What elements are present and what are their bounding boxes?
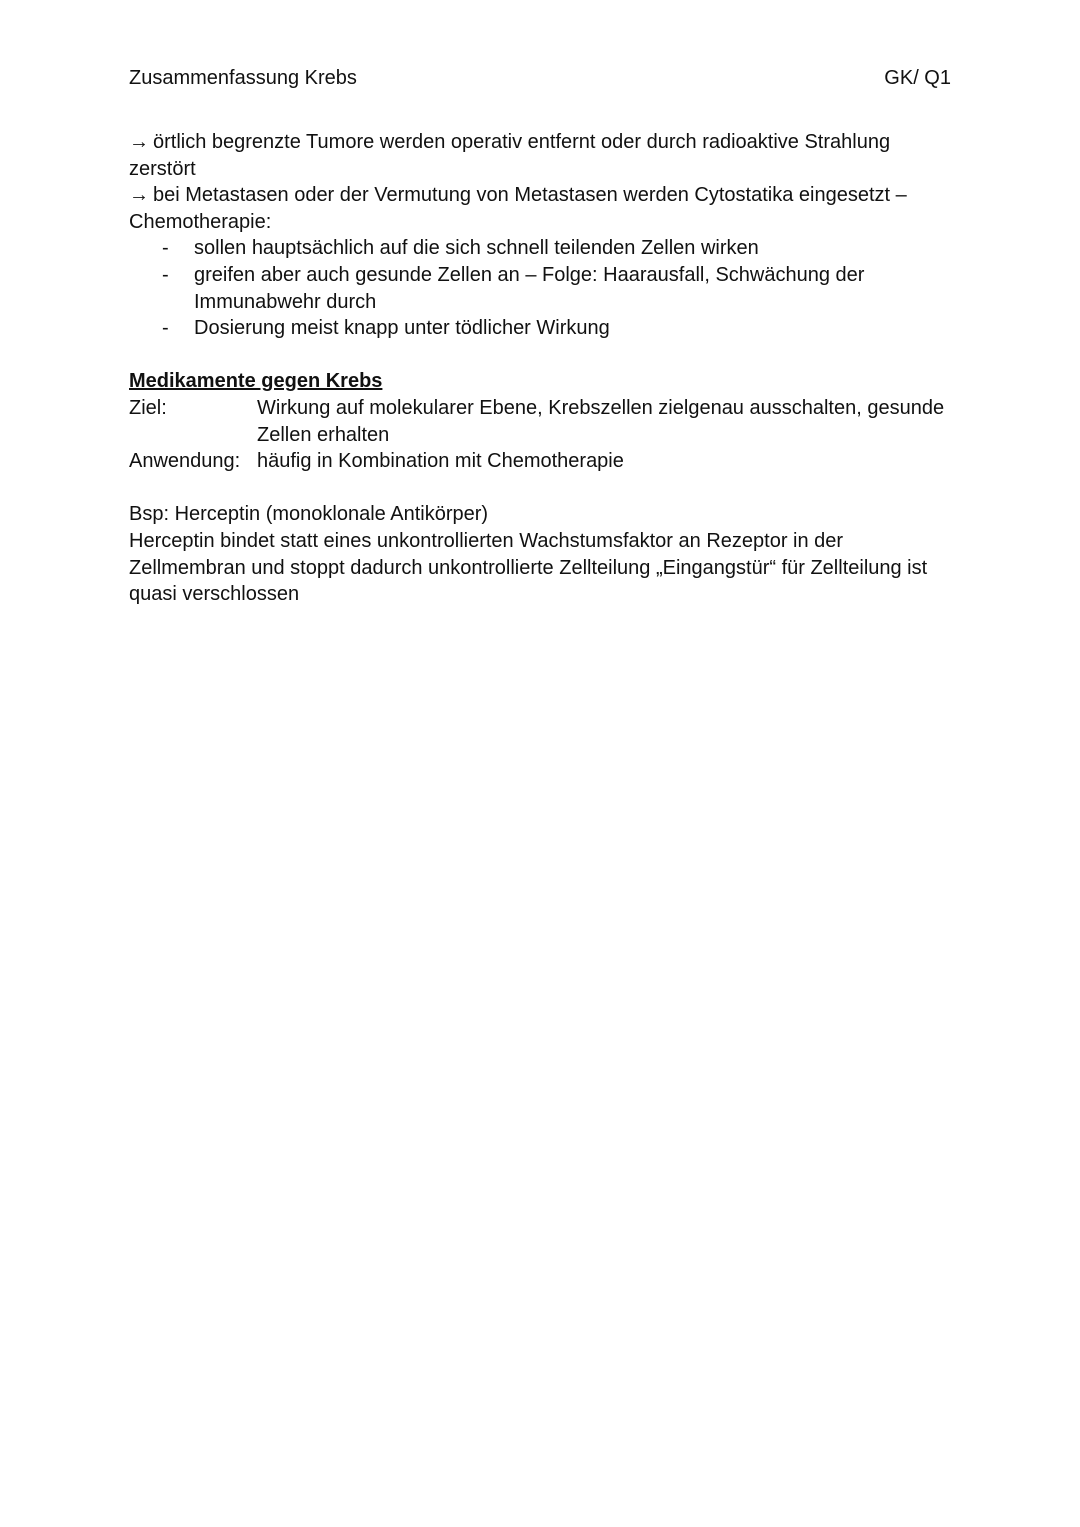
therapy-line-2: [129, 182, 951, 235]
example-text: Herceptin bindet statt eines unkontrollierten Wachstumsfaktor an Rezeptor in der Zellmembran und stoppt dadurch unkontrollierte Zellteilung „Eingangstür“ für Zellteilung ist quasi verschlossen: [129, 529, 928, 606]
definition-term: Ziel:: [129, 396, 167, 419]
list-item: [129, 235, 951, 262]
arrow-right-icon: →: [129, 131, 149, 153]
document-title: Zusammenfassung Krebs: [129, 67, 357, 89]
spacer: [129, 475, 951, 502]
therapy-line-2-text: bei Metastasen oder der Vermutung von Metastasen werden Cytostatika eingesetzt – Chemotherapie:: [129, 184, 907, 233]
therapy-line-1-text: örtlich begrenzte Tumore werden operativ entfernt oder durch radioaktive Strahlung zerstört: [129, 131, 891, 180]
spacer: [129, 342, 951, 369]
definition-row: [129, 448, 951, 475]
list-item: [129, 315, 951, 342]
example-title: Bsp: Herceptin (monoklonale Antikörper): [129, 503, 489, 526]
definition-description: häufig in Kombination mit Chemotherapie: [257, 450, 624, 473]
section-heading: Medikamente gegen Krebs: [129, 370, 383, 393]
chemo-bullet-list: [129, 235, 951, 341]
document-body: [129, 129, 951, 608]
list-item-text: Dosierung meist knapp unter tödlicher Wirkung: [194, 317, 610, 340]
dash-bullet-icon: -: [162, 317, 169, 340]
dash-bullet-icon: -: [162, 263, 169, 286]
list-item-text: greifen aber auch gesunde Zellen an – Folge: Haarausfall, Schwächung der Immunabwehr durch: [194, 263, 865, 313]
definition-description: Wirkung auf molekularer Ebene, Krebszellen zielgenau ausschalten, gesunde Zellen erhalten: [257, 396, 945, 446]
list-item: [129, 262, 951, 315]
therapy-line-1: [129, 129, 951, 182]
dash-bullet-icon: -: [162, 237, 169, 260]
list-item-text: sollen hauptsächlich auf die sich schnell teilenden Zellen wirken: [194, 237, 759, 260]
page-header: [129, 64, 951, 92]
course-label: GK/ Q1: [884, 67, 951, 89]
definition-term: Anwendung:: [129, 450, 241, 473]
definition-row: [129, 395, 951, 448]
arrow-right-icon: →: [129, 184, 149, 207]
